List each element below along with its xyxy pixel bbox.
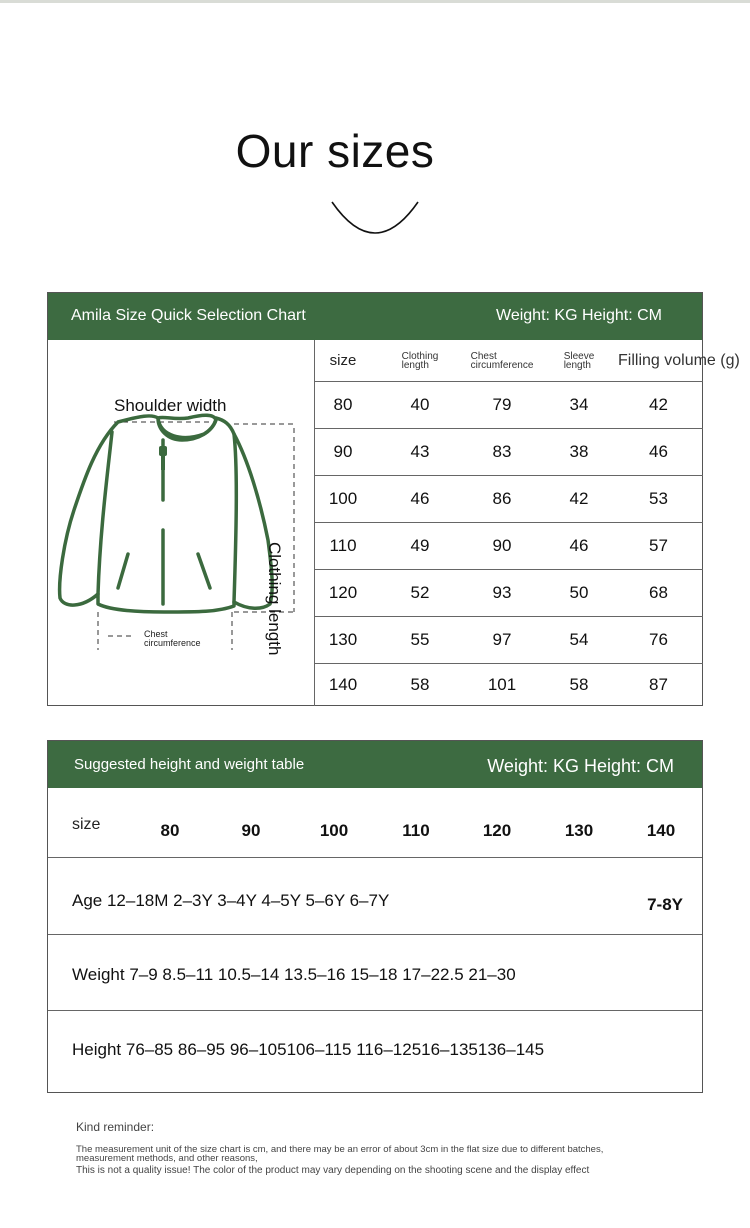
cell-size: 140: [328, 674, 358, 694]
table-row: [314, 476, 703, 523]
col-sleeve-line1: Sleeve: [563, 350, 595, 362]
size-quick-selection-chart: [47, 292, 740, 706]
col-length-line2: length: [401, 359, 429, 371]
weight-row-text: Weight 7–9 8.5–11 10.5–14 13.5–16 15–18 17–22.5 21–30: [72, 965, 516, 984]
age-row-text: Age 12–18M 2–3Y 3–4Y 4–5Y 5–6Y 6–7Y: [72, 891, 390, 910]
col-sleeve-line2: length: [563, 359, 591, 371]
cell-filling: 46: [649, 442, 668, 461]
cell-sleeve: 42: [569, 489, 589, 508]
table-divider-vertical: [314, 340, 315, 706]
table-row: [314, 617, 703, 664]
size-value: 140: [646, 821, 676, 840]
sizes-row: [48, 788, 702, 858]
chart1-title: Amila Size Quick Selection Chart: [71, 307, 306, 324]
chest-circumference-label: [144, 630, 201, 648]
col-sleeve: [544, 340, 614, 381]
cell-filling: 87: [649, 674, 668, 694]
shoulder-width-label: Shoulder width: [114, 396, 227, 415]
cell-size: 100: [328, 489, 358, 508]
col-chest-line2: circumference: [470, 359, 534, 371]
page-title: Our sizes: [235, 125, 435, 177]
cell-sleeve: 54: [569, 630, 589, 649]
cell-chest: 86: [492, 489, 512, 508]
top-divider: [0, 0, 750, 3]
cell-length: 52: [410, 583, 430, 602]
chart2-units: Weight: KG Height: CM: [487, 756, 674, 776]
size-value: 100: [319, 821, 349, 840]
decorative-curve: [328, 196, 422, 238]
clothing-length-label: Clothing length: [265, 542, 284, 656]
age-row: [48, 858, 702, 935]
table-row: [314, 523, 703, 570]
cell-filling: 68: [649, 583, 668, 602]
chart2-title: Suggested height and weight table: [74, 756, 305, 773]
col-chest: [460, 340, 544, 381]
table-row: [314, 429, 703, 476]
size-value: 120: [482, 821, 512, 840]
reminder-title: Kind reminder:: [76, 1120, 155, 1134]
kind-reminder: [76, 1120, 716, 1176]
cell-chest: 97: [492, 630, 512, 649]
cell-sleeve: 50: [569, 583, 589, 602]
cell-filling: 76: [649, 630, 668, 649]
size-value: 110: [402, 821, 430, 840]
cell-filling: 53: [649, 489, 668, 508]
height-row: [48, 1011, 702, 1093]
cell-size: 80: [333, 395, 353, 414]
cell-filling: 57: [649, 536, 668, 555]
chart1-header-bar: [48, 293, 702, 340]
cell-length: 40: [410, 395, 430, 414]
chest-label-line2: circumference: [144, 638, 201, 648]
cell-filling: 42: [649, 395, 668, 414]
reminder-line1a: The measurement unit of the size chart is cm, and there may be an error of about 3cm in the flat size due to different batches,: [76, 1144, 604, 1155]
cell-size: 120: [328, 583, 358, 602]
col-clothing-length: [382, 340, 458, 381]
col-filling-volume: Filling volume (g): [618, 351, 740, 369]
cell-length: 55: [410, 630, 430, 649]
reminder-line1b: measurement methods, and other reasons,: [76, 1153, 258, 1164]
size-value: 90: [241, 821, 261, 840]
chart2-header-bar: [48, 741, 702, 788]
height-row-text: Height 76–85 86–95 96–105106–115 116–12516–135136–145: [72, 1040, 545, 1059]
size-table-header: [314, 340, 740, 382]
size-table: [314, 340, 740, 705]
table-row: [314, 382, 703, 429]
cell-sleeve: 34: [569, 395, 589, 414]
cell-sleeve: 38: [569, 442, 589, 461]
weight-row: [48, 935, 702, 1011]
age-row-last: 7-8Y: [647, 895, 683, 914]
cell-length: 58: [410, 674, 430, 694]
col-length-line1: Clothing: [401, 350, 439, 362]
cell-size: 130: [328, 630, 358, 649]
cell-length: 46: [410, 489, 430, 508]
sizes-row-label: size: [72, 816, 101, 833]
suggested-height-weight-table: [47, 740, 703, 1093]
cell-sleeve: 58: [569, 674, 589, 694]
cell-size: 90: [333, 442, 353, 461]
table-row: [314, 570, 703, 617]
size-value: 130: [564, 821, 594, 840]
cell-chest: 83: [492, 442, 512, 461]
reminder-line2: This is not a quality issue! The color of the product may vary depending on the shooting scene and the display effect: [76, 1165, 590, 1176]
cell-length: 43: [410, 442, 430, 461]
cell-size: 110: [329, 536, 357, 555]
cell-chest: 79: [492, 395, 512, 414]
cell-chest: 93: [492, 583, 512, 602]
col-size: size: [329, 352, 357, 369]
chart1-units: Weight: KG Height: CM: [496, 307, 662, 324]
chest-label-line1: Chest: [144, 629, 168, 639]
table-row: [314, 664, 703, 705]
col-chest-line1: Chest: [470, 350, 497, 362]
cell-sleeve: 46: [569, 536, 589, 555]
cell-chest: 101: [487, 674, 517, 694]
cell-length: 49: [410, 536, 430, 555]
cell-chest: 90: [492, 536, 512, 555]
jacket-illustration: [48, 340, 314, 706]
size-value: 80: [160, 821, 180, 840]
